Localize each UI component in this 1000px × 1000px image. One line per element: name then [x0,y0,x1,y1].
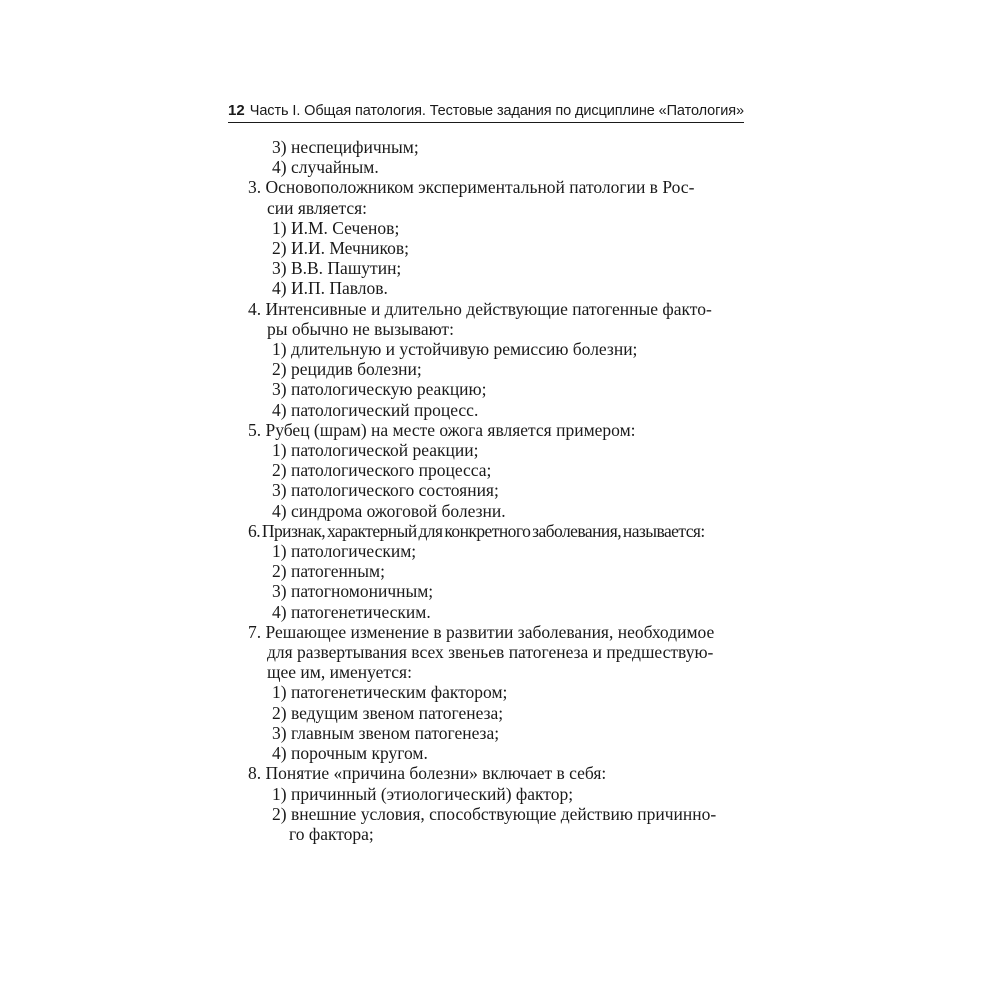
question-4-line-2: ры обычно не вызывают: [267,318,454,339]
answer-option: 2) рецидив болезни; [272,359,422,380]
page-number: 12 [228,102,245,119]
answer-option: 4) патогенетическим. [272,601,431,622]
question-3-line-1: 3. Основоположником экспериментальной патологии в Рос- [248,177,695,198]
answer-option: 4) синдрома ожоговой болезни. [272,500,506,521]
question-7-line-1: 7. Решающее изменение в развитии заболевания, необходимое [248,621,715,642]
answer-option: 2) внешние условия, способствующие действию причинно- [272,803,717,824]
question-8-line-1: 8. Понятие «причина болезни» включает в себя: [248,763,607,784]
answer-option: 2) И.И. Мечников; [272,238,410,259]
answer-option: 1) длительную и устойчивую ремиссию болезни; [272,339,638,360]
answer-option: 3) главным звеном патогенеза; [272,722,500,743]
question-5-line-1: 5. Рубец (шрам) на месте ожога является примером: [248,419,636,440]
answer-option: 3) В.В. Пашутин; [272,258,402,279]
answer-option: 2) патогенным; [272,561,385,582]
answer-option: 3) патогномоничным; [272,581,434,602]
test-questions [248,137,744,844]
answer-option: 4) случайным. [272,157,379,178]
page-header [228,100,744,123]
answer-option: 1) причинный (этиологический) фактор; [272,783,574,804]
running-title: Часть I. Общая патология. Тестовые задания по дисциплине «Патология» [249,103,744,119]
answer-option: 3) неспецифичным; [272,137,419,157]
answer-option: 4) порочным кругом. [272,743,428,764]
answer-option: 1) патологическим; [272,541,417,562]
answer-option: 1) патологической реакции; [272,440,479,461]
question-7-line-2: для развертывания всех звеньев патогенеза и предшествую- [267,642,714,663]
answer-option: 3) патологического состояния; [272,480,499,501]
question-3-line-2: сии является: [267,197,368,218]
answer-option: 2) патологического процесса; [272,460,492,481]
question-4-line-1: 4. Интенсивные и длительно действующие патогенные факто- [248,298,712,319]
answer-option: 4) И.П. Павлов. [272,278,388,299]
answer-option: 1) И.М. Сеченов; [272,217,400,238]
answer-option: 2) ведущим звеном патогенеза; [272,702,504,723]
question-6-line-1: 6. Признак, характерный для конкретного заболевания, называется: [248,520,705,541]
answer-option: 1) патогенетическим фактором; [272,682,508,703]
question-7-line-3: щее им, именуется: [267,662,412,683]
answer-option: 3) патологическую реакцию; [272,379,487,400]
answer-option: 4) патологический процесс. [272,399,479,420]
answer-option-continuation: го фактора; [289,823,374,844]
